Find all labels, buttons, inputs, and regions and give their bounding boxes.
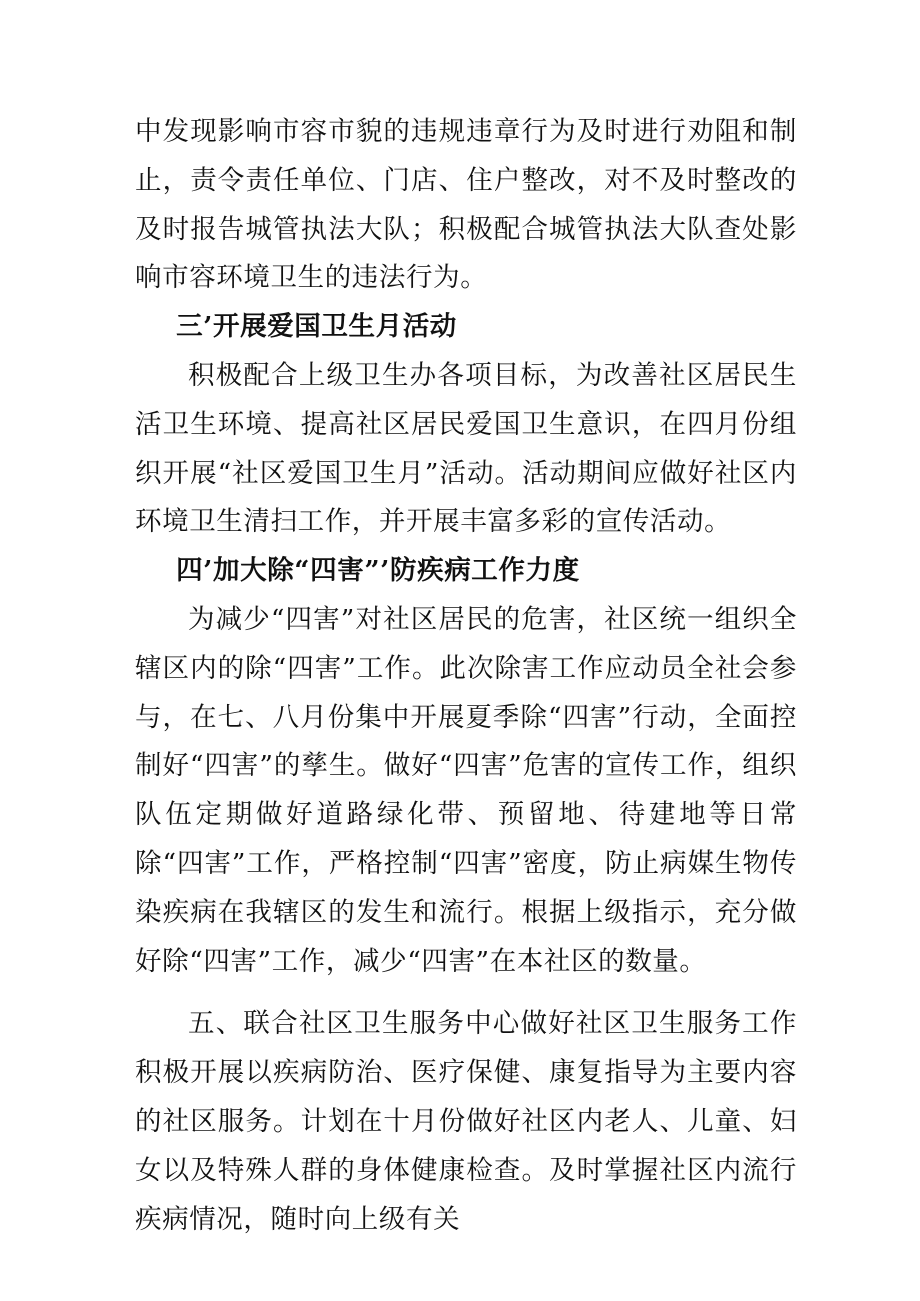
paragraph-city-appearance: 中发现影响市容市貌的违规违章行为及时进行劝阻和制止，责令责任单位、门店、住户整改，对不及时整改的及时报告城管执法大队；积极配合城管执法大队查处影响市容环境卫生的违法行为。: [135, 116, 797, 294]
heading-patriotic-health-month: 三’开展爱国卫生月活动: [176, 311, 457, 343]
paragraph-patriotic-health-month: 积极配合上级卫生办各项目标，为改善社区居民生活卫生环境、提高社区居民爱国卫生意识，在四月份组织开展“社区爱国卫生月”活动。活动期间应做好社区内环境卫生清扫工作，并开展丰富多彩的宣传活动。: [135, 359, 797, 538]
paragraph-gap: [135, 986, 797, 1000]
document-page: [135, 108, 797, 1244]
paragraph-four-pests: 为减少“四害”对社区居民的危害，社区统一组织全辖区内的除“四害”工作。此次除害工作应动员全社会参与，在七、八月份集中开展夏季除“四害”行动，全面控制好“四害”的孳生。做好“四害”危害的宣传工作，组织队伍定期做好道路绿化带、预留地、待建地等日常除“四害”工作，严格控制“四害”密度，防止病媒生物传染疾病在我辖区的发生和流行。根据上级指示，充分做好除“四害”工作，减少“四害”在本社区的数量。: [135, 603, 797, 977]
heading-four-pests: 四’加大除“四害”’防疾病工作力度: [176, 555, 580, 587]
paragraph-community-health-service: 五、联合社区卫生服务中心做好社区卫生服务工作积极开展以疾病防治、医疗保健、康复指导为主要内容的社区服务。计划在十月份做好社区内老人、儿童、妇女以及特殊人群的身体健康检查。及时掌握社区内流行疾病情况，随时向上级有关: [135, 1008, 797, 1235]
